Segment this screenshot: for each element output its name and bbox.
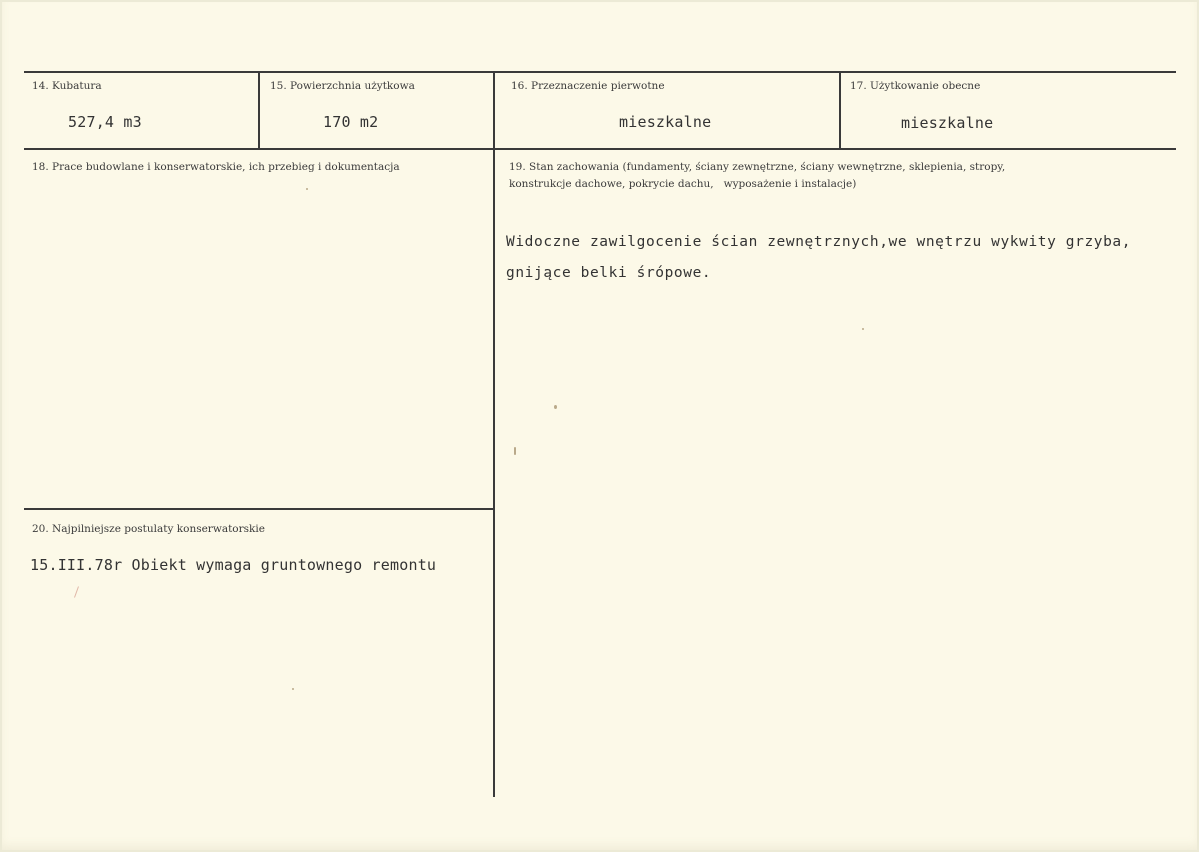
- field-17-label: 17. Użytkowanie obecne: [850, 80, 981, 92]
- paper-speck: [862, 328, 864, 330]
- divider-14-15: [258, 72, 260, 149]
- field-19-label-line1: 19. Stan zachowania (fundamenty, ściany zewnętrzne, ściany wewnętrzne, sklepienia, stropy,: [509, 161, 1006, 173]
- top-rule: [24, 71, 1176, 73]
- paper-speck: [554, 405, 557, 409]
- field-15-label: 15. Powierzchnia użytkowa: [270, 80, 415, 92]
- paper-speck: [514, 447, 516, 455]
- divider-16-17: [839, 72, 841, 149]
- paper-speck: [292, 688, 294, 690]
- row1-bottom-rule: [24, 148, 1176, 150]
- field-18-label: 18. Prace budowlane i konserwatorskie, ich przebieg i dokumentacja: [32, 161, 400, 173]
- paper-speck: [74, 586, 79, 598]
- field-19-label-line2: konstrukcje dachowe, pokrycie dachu, wyposażenie i instalacje): [509, 178, 857, 190]
- divider-15-16: [493, 72, 495, 797]
- box18-bottom-rule: [24, 508, 494, 510]
- paper-speck: [306, 188, 308, 190]
- field-19-text-line2: gnijące belki śrópowe.: [506, 265, 712, 281]
- field-19-text-line1: Widoczne zawilgocenie ścian zewnętrznych,we wnętrzu wykwity grzyba,: [506, 234, 1132, 250]
- field-14-label: 14. Kubatura: [32, 80, 102, 92]
- field-20-label: 20. Najpilniejsze postulaty konserwatorskie: [32, 523, 265, 535]
- field-14-value: 527,4 m3: [68, 113, 142, 131]
- field-20-text: 15.III.78r Obiekt wymaga gruntownego remontu: [30, 556, 437, 574]
- field-15-value: 170 m2: [323, 113, 379, 131]
- field-17-value: mieszkalne: [901, 114, 994, 132]
- field-16-value: mieszkalne: [619, 113, 712, 131]
- field-16-label: 16. Przeznaczenie pierwotne: [511, 80, 665, 92]
